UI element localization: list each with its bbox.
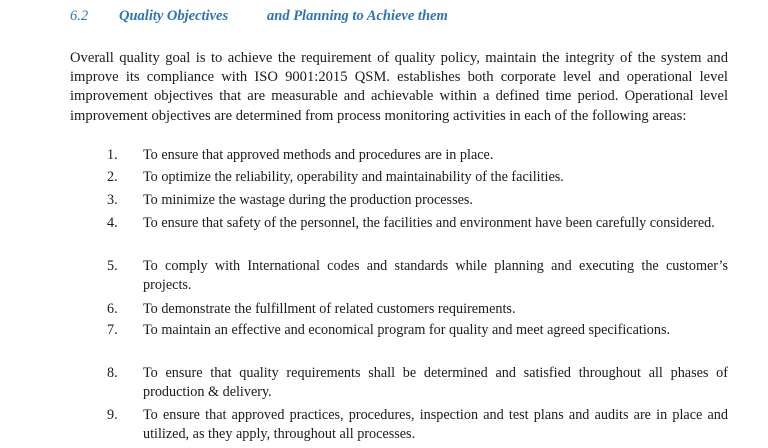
section-title-part2: and Planning to Achieve them (267, 8, 448, 24)
section-title-part1: Quality Objectives (119, 8, 229, 24)
objective-number: 7. (107, 322, 118, 338)
objective-number: 9. (107, 407, 118, 423)
objective-number: 5. (107, 258, 118, 274)
objective-number: 2. (107, 169, 118, 185)
objective-text: To minimize the wastage during the production processes. (143, 192, 473, 208)
objective-number: 1. (107, 147, 118, 163)
objective-text: To ensure that approved practices, procedures, inspection and test plans and audits are in place and utilized, as they apply, throughout all processes. (143, 407, 728, 442)
objective-text: To ensure that quality requirements shall be determined and satisfied throughout all phases of production & delivery. (143, 365, 728, 400)
intro-paragraph: Overall quality goal is to achieve the requirement of quality policy, maintain the integrity of the system and improve its compliance with ISO 9001:2015 QSM. establishes both corporate level and operational level improvement objectives that are measurable and achievable within a defined time period. Operational level improvement objectives are determined from process monitoring activities in each of the following areas: (70, 50, 728, 124)
objective-text: To comply with International codes and standards while planning and executing the customer’s projects. (143, 258, 728, 293)
objective-number: 8. (107, 365, 118, 381)
objective-text: To ensure that approved methods and procedures are in place. (143, 147, 494, 163)
objective-text: To ensure that safety of the personnel, the facilities and environment have been carefully considered. (143, 215, 715, 231)
objective-number: 6. (107, 301, 118, 317)
objective-number: 3. (107, 192, 118, 208)
objective-text: To optimize the reliability, operability and maintainability of the facilities. (143, 169, 564, 185)
objective-number: 4. (107, 215, 118, 231)
objective-text: To demonstrate the fulfillment of related customers requirements. (143, 301, 516, 317)
objective-text: To maintain an effective and economical program for quality and meet agreed specifications. (143, 322, 671, 338)
section-heading (70, 8, 448, 25)
section-number: 6.2 (70, 8, 89, 24)
